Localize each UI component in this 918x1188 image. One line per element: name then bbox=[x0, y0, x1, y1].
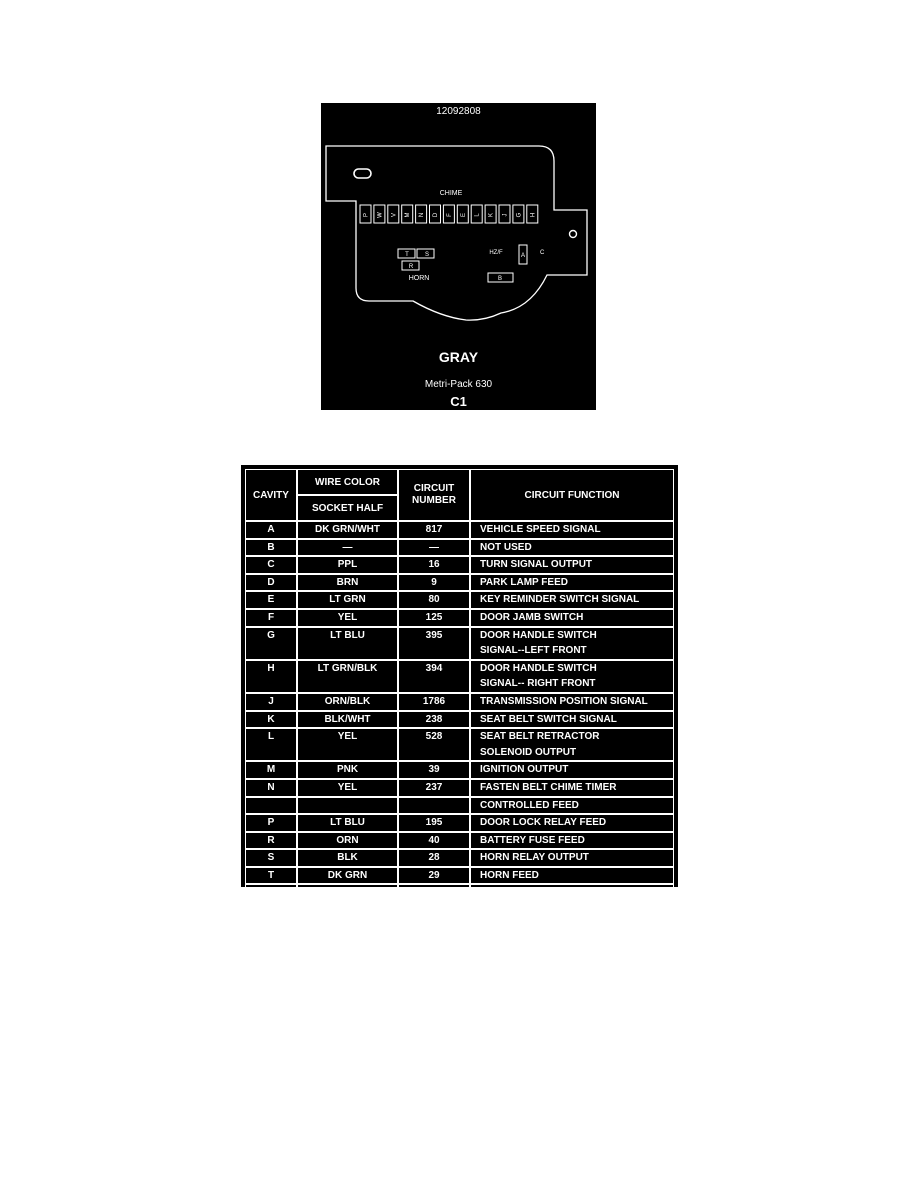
wire-color-cell: DK GRN bbox=[327, 869, 368, 881]
circuit-function-cell: VEHICLE SPEED SIGNAL bbox=[480, 524, 601, 535]
table-row bbox=[245, 814, 674, 832]
circuit-number-cell: 817 bbox=[425, 524, 443, 535]
chime-cavity-row bbox=[360, 205, 538, 223]
circuit-function-cell: DOOR JAMB SWITCH bbox=[480, 611, 584, 623]
wire-color-cell: BRN bbox=[336, 887, 359, 899]
wire-color-cell: YEL bbox=[337, 781, 358, 793]
circuit-number-cell: — bbox=[429, 541, 439, 553]
wire-color-cell: PNK bbox=[336, 764, 359, 776]
cavity-cell: V bbox=[267, 887, 275, 899]
cavity-cell: H bbox=[267, 662, 275, 674]
table-row bbox=[245, 660, 674, 693]
table-row bbox=[245, 521, 674, 539]
cavity-cell: P bbox=[267, 817, 275, 829]
table-row bbox=[245, 761, 674, 779]
cavity-b-label: B bbox=[497, 276, 503, 282]
mounting-hole bbox=[570, 231, 577, 238]
circuit-function-cell: BATTERY FUSE FEED bbox=[480, 834, 585, 846]
cavity-cell bbox=[250, 798, 292, 814]
circuit-function-cell: SIGNAL--LEFT FRONT bbox=[480, 645, 587, 657]
cavity-cell: T bbox=[267, 869, 275, 881]
pinout-rows bbox=[245, 521, 674, 920]
cavity-n-label: N bbox=[419, 212, 426, 218]
table-row bbox=[245, 539, 674, 557]
wire-color-cell: LT GRN bbox=[329, 594, 366, 606]
cavity-cell: K bbox=[267, 713, 275, 725]
connector-color: GRAY bbox=[438, 349, 479, 365]
circuit-function-cell: TRANSMISSION POSITION SIGNAL bbox=[480, 695, 648, 707]
table-row bbox=[245, 591, 674, 609]
table-row bbox=[245, 728, 674, 761]
wire-color-cell: BLK/WHT bbox=[324, 713, 371, 725]
circuit-function-cell: HORN FEED bbox=[480, 869, 539, 881]
table-row bbox=[245, 867, 674, 885]
circuit-number-cell: 40 bbox=[428, 834, 440, 846]
cavity-cell: S bbox=[267, 852, 275, 864]
wire-color-cell: ORN bbox=[336, 834, 359, 846]
circuit-number-cell: 140 bbox=[425, 905, 443, 917]
circuit-function-cell: SIGNAL-- RIGHT FRONT bbox=[480, 678, 596, 690]
circuit-number-cell: 238 bbox=[425, 713, 443, 725]
table-row bbox=[245, 627, 674, 660]
c-label: C bbox=[540, 250, 545, 256]
wire-color-cell: LT GRN/BLK bbox=[317, 662, 378, 674]
circuit-function-cell: PARK LAMP FEED bbox=[480, 576, 568, 588]
circuit-function-cell: NOT USED bbox=[480, 541, 532, 553]
wire-color-cell: — bbox=[342, 541, 353, 553]
cavity-cell: J bbox=[268, 695, 274, 707]
cavity-f-label: F bbox=[446, 213, 453, 217]
cavity-h-label: H bbox=[530, 212, 537, 218]
table-row bbox=[245, 849, 674, 867]
wire-color-cell: LT BLU bbox=[330, 817, 365, 829]
cavity-cell: L bbox=[267, 731, 275, 743]
cavity-cell: A bbox=[267, 524, 275, 535]
circuit-function-cell: SOLENOID OUTPUT bbox=[480, 746, 577, 758]
cavity-cell: M bbox=[266, 764, 276, 776]
circuit-function-cell: DOOR LOCK RELAY FEED bbox=[480, 817, 607, 829]
header-circuit-number: CIRCUIT NUMBER bbox=[398, 469, 470, 521]
cavity-cell: F bbox=[267, 611, 275, 623]
header-socket-half: SOCKET HALF bbox=[297, 495, 398, 521]
circuit-number-cell: 1786 bbox=[422, 695, 446, 707]
horn-label: HORN bbox=[408, 275, 430, 282]
wire-color-cell: YEL bbox=[337, 731, 358, 743]
circuit-function-cell: DOOR HANDLE SWITCH bbox=[480, 662, 597, 674]
header-circuit-function: CIRCUIT FUNCTION bbox=[470, 469, 674, 521]
wire-color-cell: ORN/BLK bbox=[324, 695, 371, 707]
cavity-t-label: T bbox=[405, 252, 409, 258]
cavity-e-label: E bbox=[460, 212, 467, 218]
cavity-cell: C bbox=[267, 559, 275, 571]
circuit-number-cell: 80 bbox=[428, 594, 440, 606]
table-row bbox=[245, 711, 674, 729]
cavity-v-label: V bbox=[391, 212, 398, 218]
hazard-label: HZ/F bbox=[489, 250, 503, 256]
cavity-g-label: G bbox=[516, 212, 523, 218]
circuit-number-cell: 9 bbox=[431, 576, 437, 588]
header-wire-color: WIRE COLOR bbox=[297, 469, 398, 495]
table-row bbox=[245, 902, 674, 920]
part-number: 12092808 bbox=[436, 106, 481, 117]
wire-color-cell: BRN bbox=[336, 576, 359, 588]
cavity-cell: R bbox=[267, 834, 275, 846]
cavity-cell: G bbox=[267, 629, 275, 641]
circuit-number-cell: 237 bbox=[425, 781, 443, 793]
wire-color-cell: PPL bbox=[337, 559, 358, 571]
circuit-function-cell: HORN RELAY OUTPUT bbox=[480, 852, 589, 864]
circuit-function-cell: CONTROLLED FEED bbox=[480, 799, 579, 811]
table-row bbox=[245, 832, 674, 850]
circuit-function-cell: IGNITION OUTPUT bbox=[480, 764, 569, 776]
circuit-number-cell: 394 bbox=[425, 662, 443, 674]
table-row bbox=[245, 574, 674, 592]
cavity-m-label: M bbox=[405, 212, 412, 218]
wire-color-cell: YEL bbox=[337, 611, 358, 623]
cavity-cell: N bbox=[267, 781, 275, 793]
circuit-number-cell: 16 bbox=[428, 559, 440, 571]
table-row bbox=[245, 884, 674, 902]
connector-diagram bbox=[321, 103, 596, 410]
circuit-number-cell: 28 bbox=[428, 852, 440, 864]
cavity-cell: E bbox=[267, 594, 275, 606]
circuit-function-cell: TURN SIGNAL OUTPUT bbox=[480, 559, 593, 571]
circuit-number-cell: 29 bbox=[428, 869, 440, 881]
circuit-function-cell: KEY REMINDER SWITCH SIGNAL bbox=[480, 594, 640, 606]
circuit-number-cell: 195 bbox=[425, 817, 443, 829]
table-row bbox=[245, 693, 674, 711]
table-row bbox=[245, 797, 674, 815]
wire-color-cell: LT BLU bbox=[330, 629, 365, 641]
connector-series: Metri-Pack 630 bbox=[424, 379, 493, 390]
circuit-function-cell: HAZARD FLASHER OUTPUT bbox=[480, 887, 617, 899]
circuit-number-cell: 39 bbox=[428, 764, 440, 776]
circuit-function-cell: SEAT BELT RETRACTOR bbox=[480, 731, 600, 743]
circuit-number-cell: 395 bbox=[425, 629, 443, 641]
cavity-k-label: K bbox=[488, 212, 495, 218]
circuit-function-cell: BATTERY FUSE FEED bbox=[480, 905, 585, 917]
circuit-function-cell: FASTEN BELT CHIME TIMER bbox=[480, 781, 617, 793]
connector-outline bbox=[326, 146, 587, 320]
chime-label: CHIME bbox=[439, 190, 463, 197]
connector-id: C1 bbox=[450, 394, 467, 409]
wire-color-cell: DK GRN/WHT bbox=[315, 524, 380, 535]
cavity-cell: W bbox=[266, 905, 276, 917]
cavity-r-label: R bbox=[408, 264, 414, 270]
cavity-a-label: A bbox=[520, 253, 526, 259]
circuit-number-cell: 125 bbox=[425, 611, 443, 623]
latch-slot bbox=[354, 169, 371, 178]
wire-color-cell: BLK bbox=[337, 852, 358, 864]
header-cavity: CAVITY bbox=[245, 469, 297, 521]
cavity-w-label: W bbox=[377, 212, 384, 218]
cavity-j-label: J bbox=[502, 213, 509, 217]
circuit-number-cell: 27 bbox=[428, 887, 440, 899]
circuit-function-cell: SEAT BELT SWITCH SIGNAL bbox=[480, 713, 617, 725]
table-row bbox=[245, 609, 674, 627]
wire-color-cell: ORN bbox=[336, 905, 359, 917]
cavity-d-label: D bbox=[433, 212, 439, 218]
table-row bbox=[245, 779, 674, 797]
circuit-function-cell: DOOR HANDLE SWITCH bbox=[480, 629, 597, 641]
wire-color-cell bbox=[302, 798, 393, 814]
pinout-table-frame bbox=[241, 465, 678, 917]
circuit-number-cell bbox=[403, 798, 465, 814]
circuit-number-cell: 528 bbox=[425, 731, 443, 743]
cavity-s-label: S bbox=[424, 252, 430, 258]
pinout-table bbox=[245, 469, 674, 920]
table-row bbox=[245, 556, 674, 574]
cavity-p-label: P bbox=[363, 212, 370, 218]
cavity-cell: D bbox=[267, 576, 275, 588]
cavity-cell: B bbox=[267, 541, 275, 553]
cavity-l-label: L bbox=[474, 213, 481, 217]
